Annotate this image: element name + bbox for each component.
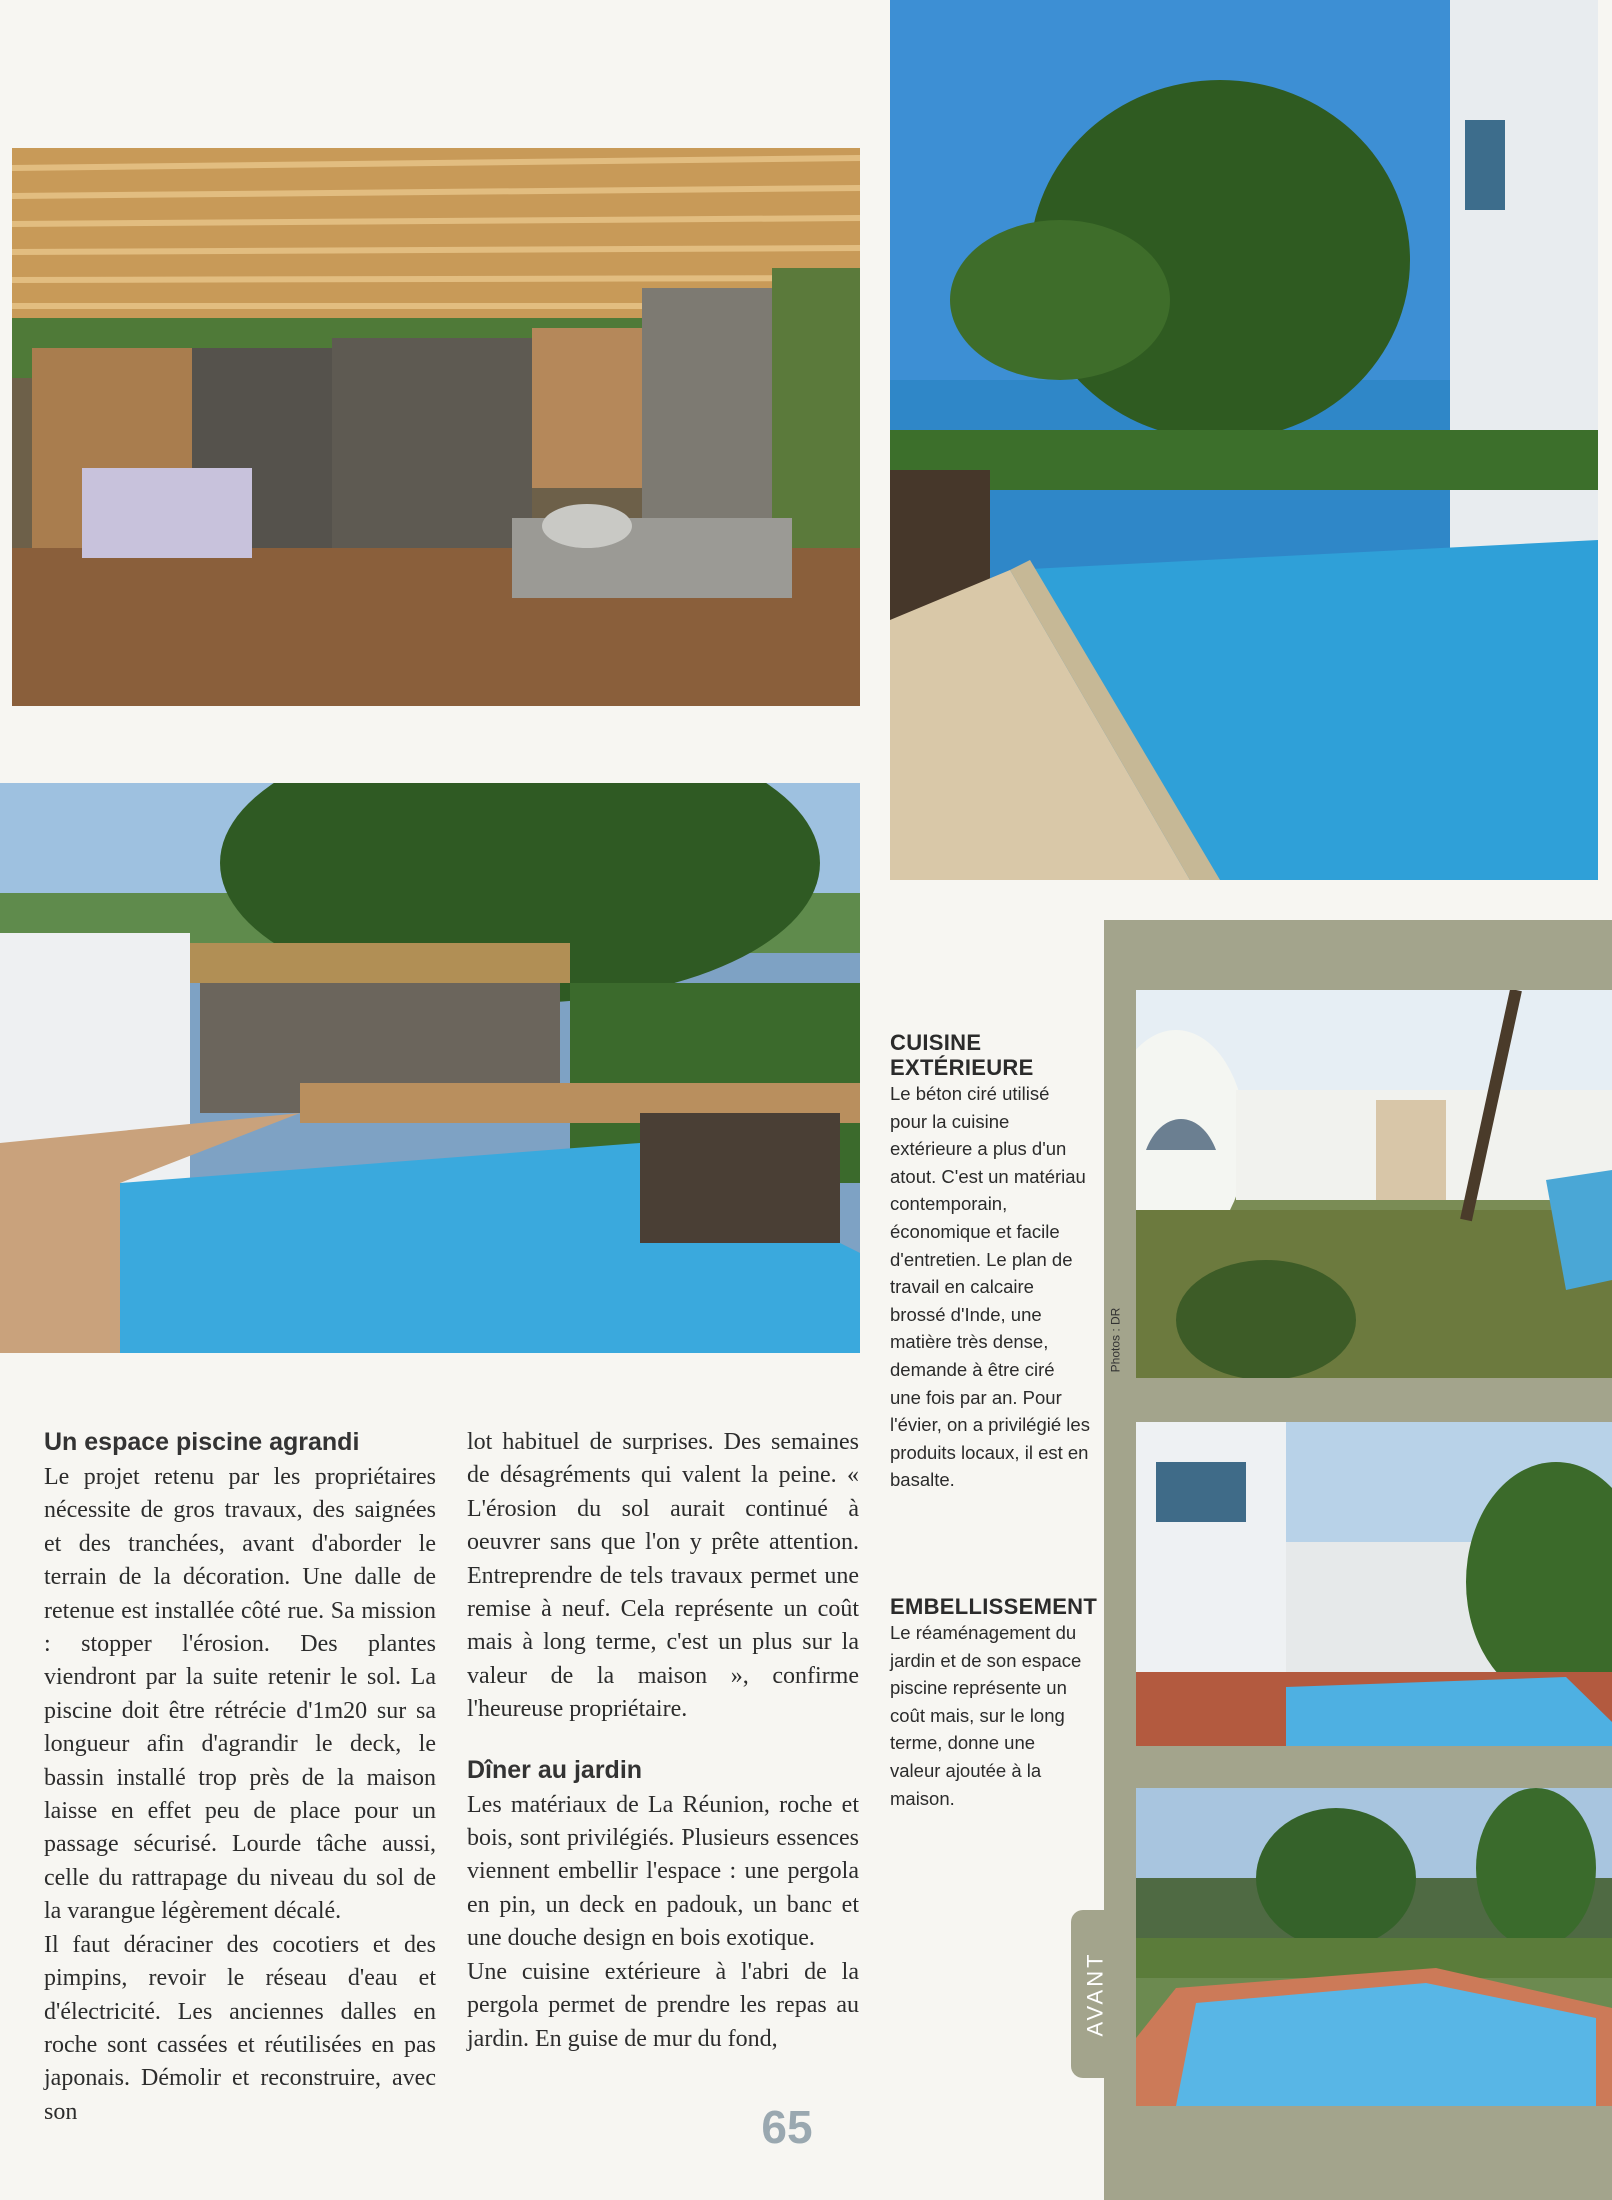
article-column-1: [44, 1425, 436, 2129]
photo-pool-tree: [890, 0, 1598, 880]
photo-pergola-terrace: [12, 148, 860, 706]
paragraph: lot habituel de surprises. Des semaines de désagréments qui valent la peine. « L'érosion du sol aurait continué à oeuvrer sans que l'on y prête attention. Entreprendre de tels travaux permet une remise à neuf. Cela représente un coût mais à long terme, c'est un plus sur la valeur de la maison », confirme l'heureuse propriétaire.: [467, 1429, 859, 1723]
paragraph: Une cuisine extérieure à l'abri de la pergola permet de prendre les repas au jardin. En guise de mur du fond,: [467, 1958, 859, 2052]
sidebar-text: Le réaménagement du jardin et de son espace piscine représente un coût mais, sur le long terme, donne une valeur ajoutée à la maison.: [890, 1622, 1082, 1809]
photo-credit: Photos : DR: [1108, 1307, 1123, 1373]
photo-before-pool: [1136, 1788, 1612, 2106]
paragraph: Il faut déraciner des cocotiers et des pimpins, revoir le réseau d'eau et d'électricité. Les anciennes dalles en roche sont cassées et réutilisées en pas japonais. Démolir et reconstruire, avec son: [44, 1931, 436, 2125]
paragraph: Le projet retenu par les propriétaires nécessite de gros travaux, des saignées et des tranchées, avant d'aborder le terrain de la décoration. Une dalle de retenue est installée côté rue. Sa mission : stopper l'érosion. Des plantes viendront par la suite retenir le sol. La piscine doit être rétrécie d'1m20 sur sa longueur afin d'agrandir le deck, le bassin installé trop près de la maison laisse en effet peu de place pour un passage sécurisé. Lourde tâche aussi, celle du rattrapage du niveau du sol de la varangue légèrement décalé.: [44, 1464, 436, 1925]
section-heading: Dîner au jardin: [467, 1755, 643, 1784]
sidebar-block-embellishment: [890, 1594, 1098, 1812]
sidebar-title: CUISINE EXTÉRIEURE: [890, 1030, 1034, 1080]
photo-before-garden: [1136, 990, 1612, 1378]
page-number: 65: [761, 2101, 813, 2153]
sidebar-block-kitchen: [890, 1030, 1090, 1494]
sidebar-title: EMBELLISSEMENT: [890, 1594, 1098, 1619]
avant-label: AVANT: [1083, 1951, 1108, 2037]
photo-before-house: [1136, 1422, 1612, 1746]
paragraph: Les matériaux de La Réunion, roche et bois, sont privilégiés. Plusieurs essences viennent embellir l'espace : une pergola en pin, un deck en padouk, un banc et une douche design en bois exotique.: [467, 1791, 859, 1952]
sidebar-text: Le béton ciré utilisé pour la cuisine extérieure a plus d'un atout. C'est un matériau contemporain, économique et facile d'entretien. Le plan de travail en calcaire brossé d'Inde, une matière très dense, demande à être ciré une fois par an. Pour l'évier, on a privilégié les produits locaux, il est en basalte.: [890, 1083, 1090, 1491]
section-heading: Un espace piscine agrandi: [44, 1428, 360, 1456]
photo-pool-pergola: [0, 783, 860, 1353]
article-column-2: [467, 1426, 859, 2056]
avant-tab: [1071, 1910, 1121, 2078]
